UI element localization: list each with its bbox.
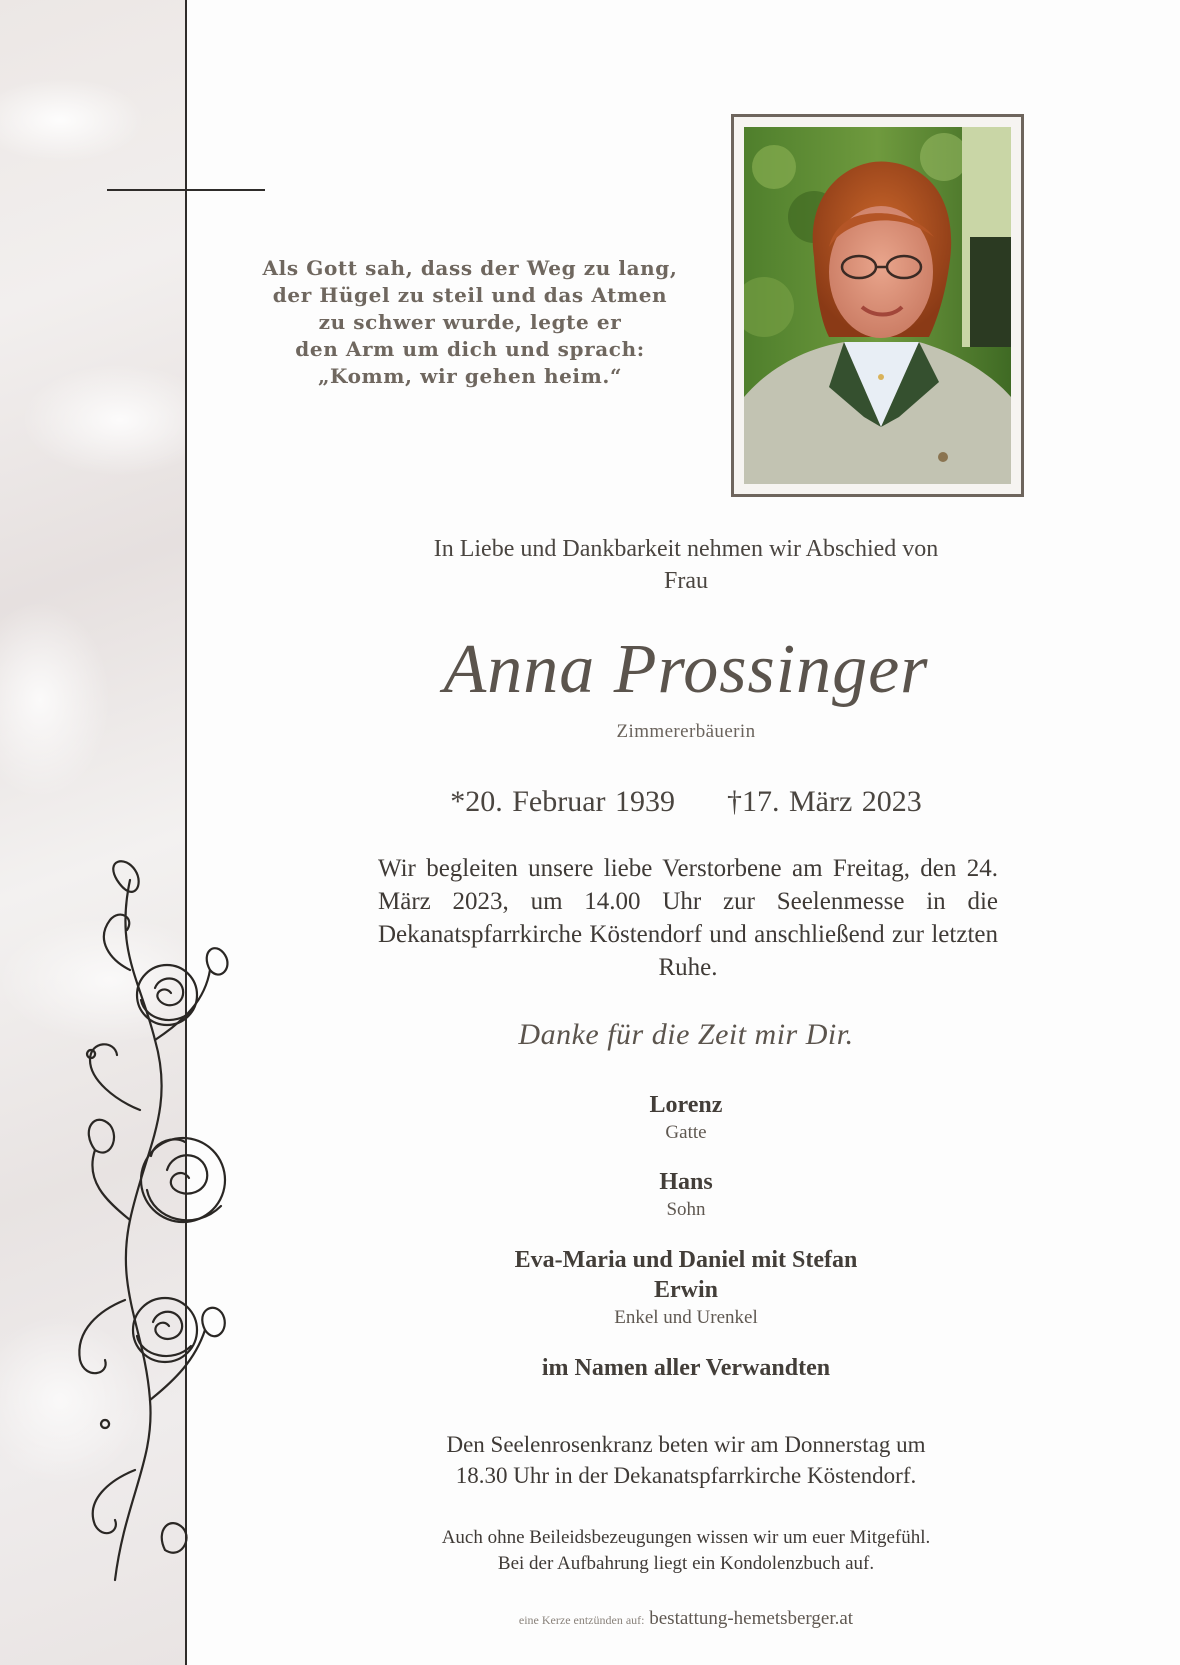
mourner-relation: Gatte <box>665 1122 707 1143</box>
cross-horizontal-line <box>107 189 265 191</box>
quote-line: der Hügel zu steil und das Atmen <box>272 283 668 307</box>
life-dates <box>300 785 1072 819</box>
portrait-frame <box>731 114 1024 497</box>
quote-line: den Arm um dich und sprach: <box>295 337 645 361</box>
quote-line: zu schwer wurde, legte er <box>318 310 622 334</box>
condolence-line: Bei der Aufbahrung liegt ein Kondolenzbuch auf. <box>497 1553 875 1574</box>
rose-vine-decoration <box>55 860 245 1610</box>
mourner-name: Hans <box>659 1169 713 1195</box>
mourner-block <box>300 1245 1072 1331</box>
intro-line: In Liebe und Dankbarkeit nehmen wir Abschied von <box>433 536 939 562</box>
footer <box>300 1608 1072 1630</box>
memorial-quote <box>240 255 700 390</box>
mourner-name: Eva-Maria und Daniel mit Stefan <box>514 1247 858 1273</box>
farewell-intro <box>300 533 1072 597</box>
quote-line: „Komm, wir gehen heim.“ <box>317 364 623 388</box>
mourner-block <box>300 1090 1072 1146</box>
condolence-line: Auch ohne Beileidsbezeugungen wissen wir um euer Mitgefühl. <box>441 1527 931 1548</box>
rose-top-icon <box>137 965 197 1025</box>
deceased-occupation: Zimmererbäuerin <box>616 721 756 742</box>
birth-date: *20. Februar 1939 <box>450 785 675 818</box>
condolence-notice <box>300 1525 1072 1577</box>
relatives-line: im Namen aller Verwandten <box>541 1355 831 1381</box>
mourner-relation: Enkel und Urenkel <box>614 1307 758 1328</box>
mourner-block <box>300 1167 1072 1223</box>
portrait-photo <box>744 127 1011 484</box>
rosary-line: 18.30 Uhr in der Dekanatspfarrkirche Köstendorf. <box>455 1463 917 1488</box>
footer-link[interactable]: bestattung-hemetsberger.at <box>649 1608 854 1629</box>
mourner-relation: Sohn <box>666 1199 706 1220</box>
death-date: †17. März 2023 <box>727 785 922 818</box>
ceremony-text: Wir begleiten unsere liebe Verstorbene am Freitag, den 24. März 2023, um 14.00 Uhr zur Seelenmesse in die Dekanatspfarrkirche Köstendorf und anschließend zur letzten Ruhe. <box>378 855 998 981</box>
mourner-name: Lorenz <box>649 1092 723 1118</box>
rosary-line: Den Seelenrosenkranz beten wir am Donnerstag um <box>446 1432 926 1457</box>
rosary-notice <box>300 1429 1072 1491</box>
rose-bottom-icon <box>133 1298 197 1362</box>
thanks-line: Danke für die Zeit mir Dir. <box>518 1018 854 1051</box>
intro-title: Frau <box>664 568 708 594</box>
rose-middle-icon <box>141 1138 225 1222</box>
mourner-name: Erwin <box>653 1277 718 1303</box>
deceased-name: Anna Prossinger <box>443 631 929 708</box>
footer-prefix: eine Kerze entzünden auf: <box>518 1613 645 1627</box>
quote-line: Als Gott sah, dass der Weg zu lang, <box>262 256 678 280</box>
